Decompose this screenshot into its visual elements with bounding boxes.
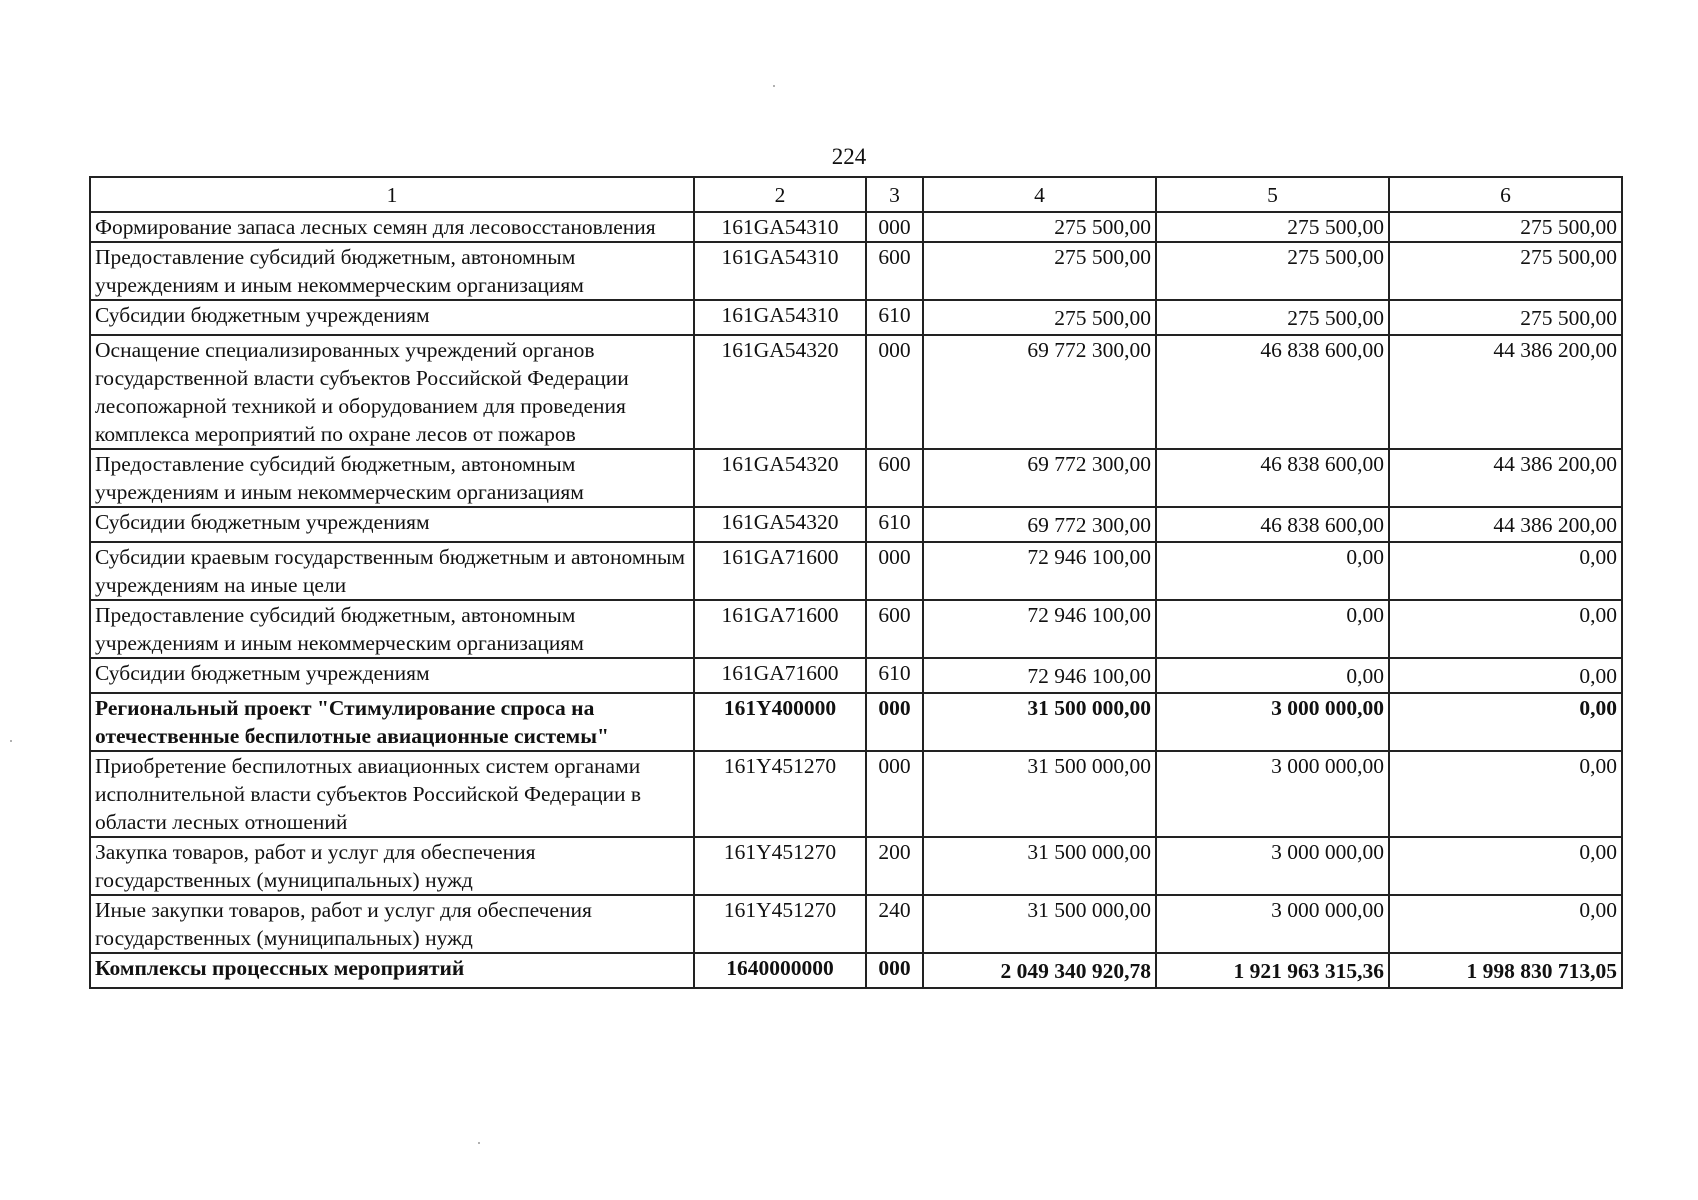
row-value-col5: 46 838 600,00 (1156, 449, 1389, 507)
row-value-col5: 46 838 600,00 (1156, 335, 1389, 449)
row-value-col6: 44 386 200,00 (1389, 335, 1622, 449)
row-kvr-cell: 600 (866, 449, 923, 507)
table-header (90, 177, 1622, 212)
row-kvr-cell: 600 (866, 242, 923, 300)
row-name-cell: Субсидии бюджетным учреждениям (90, 507, 694, 542)
row-value-col4: 69 772 300,00 (923, 507, 1156, 542)
row-code-cell: 161Y451270 (694, 751, 866, 837)
row-value-col4: 31 500 000,00 (923, 837, 1156, 895)
row-kvr-cell: 000 (866, 212, 923, 242)
table-row (90, 837, 1622, 895)
row-code-cell: 161GA71600 (694, 542, 866, 600)
row-code-cell: 161GA71600 (694, 658, 866, 693)
row-value-col4: 2 049 340 920,78 (923, 953, 1156, 988)
row-code-cell: 161GA54320 (694, 449, 866, 507)
row-value-col4: 275 500,00 (923, 300, 1156, 335)
row-kvr-cell: 200 (866, 837, 923, 895)
row-value-col4: 72 946 100,00 (923, 658, 1156, 693)
row-name-cell: Закупка товаров, работ и услуг для обеспечения государственных (муниципальных) нужд (90, 837, 694, 895)
row-value-col4: 31 500 000,00 (923, 895, 1156, 953)
row-value-col5: 0,00 (1156, 658, 1389, 693)
row-name-cell: Оснащение специализированных учреждений органов государственной власти субъектов Российской Федерации лесопожарной техникой и оборудованием для проведения комплекса мероприятий по охране лесов от пожаров (90, 335, 694, 449)
row-name-cell: Субсидии бюджетным учреждениям (90, 658, 694, 693)
row-value-col4: 72 946 100,00 (923, 542, 1156, 600)
row-value-col4: 275 500,00 (923, 212, 1156, 242)
header-col-4: 4 (923, 177, 1156, 212)
row-value-col6: 44 386 200,00 (1389, 507, 1622, 542)
row-name-cell: Субсидии бюджетным учреждениям (90, 300, 694, 335)
row-kvr-cell: 610 (866, 658, 923, 693)
row-value-col4: 72 946 100,00 (923, 600, 1156, 658)
row-value-col6: 0,00 (1389, 658, 1622, 693)
scan-speck (773, 85, 775, 87)
row-value-col6: 0,00 (1389, 542, 1622, 600)
row-value-col6: 275 500,00 (1389, 212, 1622, 242)
row-name-cell: Приобретение беспилотных авиационных систем органами исполнительной власти субъектов Российской Федерации в области лесных отношений (90, 751, 694, 837)
header-col-5: 5 (1156, 177, 1389, 212)
row-value-col6: 275 500,00 (1389, 300, 1622, 335)
table-row (90, 751, 1622, 837)
row-value-col6: 275 500,00 (1389, 242, 1622, 300)
row-name-cell: Предоставление субсидий бюджетным, автономным учреждениям и иным некоммерческим организациям (90, 242, 694, 300)
row-value-col5: 0,00 (1156, 600, 1389, 658)
row-name-cell: Иные закупки товаров, работ и услуг для обеспечения государственных (муниципальных) нужд (90, 895, 694, 953)
row-name-cell: Региональный проект "Стимулирование спроса на отечественные беспилотные авиационные системы" (90, 693, 694, 751)
table-row (90, 953, 1622, 988)
row-value-col6: 0,00 (1389, 600, 1622, 658)
budget-table (89, 176, 1623, 989)
table-row (90, 895, 1622, 953)
row-value-col5: 3 000 000,00 (1156, 895, 1389, 953)
table-row (90, 542, 1622, 600)
row-value-col6: 0,00 (1389, 693, 1622, 751)
row-value-col6: 0,00 (1389, 837, 1622, 895)
scan-speck (478, 1142, 480, 1144)
row-value-col4: 69 772 300,00 (923, 449, 1156, 507)
row-value-col4: 69 772 300,00 (923, 335, 1156, 449)
row-value-col4: 31 500 000,00 (923, 693, 1156, 751)
row-value-col5: 0,00 (1156, 542, 1389, 600)
table-row (90, 335, 1622, 449)
table-row (90, 212, 1622, 242)
row-name-cell: Предоставление субсидий бюджетным, автономным учреждениям и иным некоммерческим организациям (90, 449, 694, 507)
row-value-col5: 275 500,00 (1156, 242, 1389, 300)
row-name-cell: Комплексы процессных мероприятий (90, 953, 694, 988)
header-col-1: 1 (90, 177, 694, 212)
row-kvr-cell: 000 (866, 751, 923, 837)
page-number: 224 (831, 144, 867, 169)
table-row (90, 658, 1622, 693)
row-name-cell: Формирование запаса лесных семян для лесовосстановления (90, 212, 694, 242)
row-name-cell: Предоставление субсидий бюджетным, автономным учреждениям и иным некоммерческим организациям (90, 600, 694, 658)
table-row (90, 600, 1622, 658)
row-kvr-cell: 000 (866, 335, 923, 449)
row-code-cell: 161GA54320 (694, 335, 866, 449)
row-kvr-cell: 610 (866, 507, 923, 542)
row-value-col6: 44 386 200,00 (1389, 449, 1622, 507)
table-row (90, 300, 1622, 335)
row-code-cell: 161GA54310 (694, 300, 866, 335)
row-kvr-cell: 600 (866, 600, 923, 658)
scan-speck (10, 740, 12, 742)
header-col-2: 2 (694, 177, 866, 212)
row-code-cell: 161Y451270 (694, 837, 866, 895)
table-body (90, 212, 1622, 988)
row-value-col5: 1 921 963 315,36 (1156, 953, 1389, 988)
row-code-cell: 1640000000 (694, 953, 866, 988)
row-value-col6: 0,00 (1389, 751, 1622, 837)
row-code-cell: 161Y451270 (694, 895, 866, 953)
header-row (90, 177, 1622, 212)
row-value-col4: 275 500,00 (923, 242, 1156, 300)
row-value-col5: 275 500,00 (1156, 212, 1389, 242)
table-row (90, 507, 1622, 542)
row-kvr-cell: 000 (866, 542, 923, 600)
row-value-col4: 31 500 000,00 (923, 751, 1156, 837)
row-kvr-cell: 000 (866, 693, 923, 751)
row-code-cell: 161GA54310 (694, 242, 866, 300)
row-kvr-cell: 000 (866, 953, 923, 988)
row-code-cell: 161GA54310 (694, 212, 866, 242)
row-value-col5: 3 000 000,00 (1156, 693, 1389, 751)
row-kvr-cell: 240 (866, 895, 923, 953)
header-col-3: 3 (866, 177, 923, 212)
table-row (90, 449, 1622, 507)
row-code-cell: 161Y400000 (694, 693, 866, 751)
row-code-cell: 161GA71600 (694, 600, 866, 658)
row-value-col6: 1 998 830 713,05 (1389, 953, 1622, 988)
row-value-col5: 3 000 000,00 (1156, 837, 1389, 895)
table-row (90, 242, 1622, 300)
row-value-col5: 3 000 000,00 (1156, 751, 1389, 837)
row-value-col5: 46 838 600,00 (1156, 507, 1389, 542)
row-name-cell: Субсидии краевым государственным бюджетным и автономным учреждениям на иные цели (90, 542, 694, 600)
row-code-cell: 161GA54320 (694, 507, 866, 542)
row-value-col5: 275 500,00 (1156, 300, 1389, 335)
row-value-col6: 0,00 (1389, 895, 1622, 953)
header-col-6: 6 (1389, 177, 1622, 212)
table-row (90, 693, 1622, 751)
row-kvr-cell: 610 (866, 300, 923, 335)
